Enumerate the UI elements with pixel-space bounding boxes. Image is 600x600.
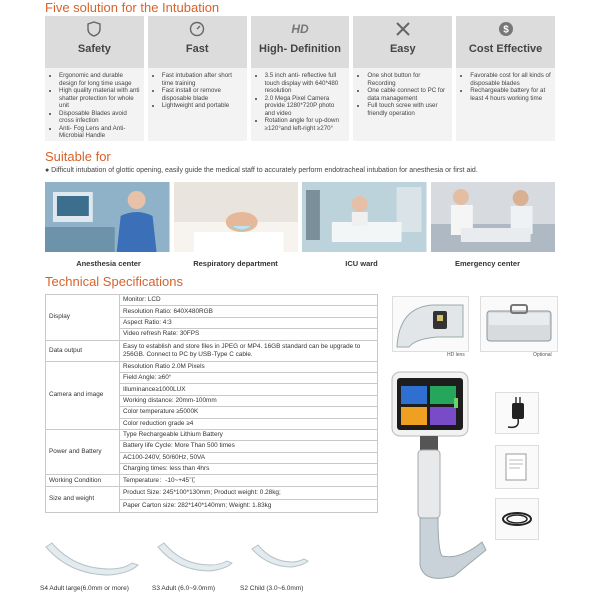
optional-case-label: Optional [533, 352, 552, 358]
card-item: • Disposable Blades avoid cross infection [59, 110, 140, 125]
table-row [46, 486, 378, 499]
table-row [46, 429, 378, 440]
suitable-description: ● Difficult intubation of glottic opening, easily guide the medical staff to accurately perform endotracheal intubation for anesthesia or first aid. [45, 167, 478, 174]
charger-image [495, 392, 539, 434]
spec-value: Resolution Ratio: 640X480RGB [120, 306, 378, 317]
feature-card-easy [353, 16, 452, 141]
spec-value: Temperature：-10~+45℃ [120, 475, 378, 486]
spec-table [45, 294, 378, 513]
manual-image [495, 445, 539, 489]
photo-caption: Respiratory department [193, 259, 278, 268]
tools-icon [394, 20, 412, 38]
section-title-tech-specs: Technical Specifications [45, 274, 184, 289]
photo-emergency-center [431, 182, 556, 252]
table-row [46, 340, 378, 361]
spec-category: Display [46, 295, 120, 341]
photo-respiratory-department [174, 182, 299, 252]
card-title: Fast [185, 43, 209, 55]
feature-card-fast [148, 16, 247, 141]
spec-value: Charging times: less than 4hrs [120, 464, 378, 475]
spec-value: Field Angle: ≥60° [120, 372, 378, 383]
table-row [46, 361, 378, 372]
spec-category: Data output [46, 340, 120, 361]
card-item: • One shot button for Recording [367, 72, 448, 87]
photo-caption: Emergency center [454, 259, 521, 268]
svg-text:$: $ [502, 24, 509, 36]
spec-value: Illuminance≥1000LUX [120, 384, 378, 395]
spec-category: Power and Battery [46, 429, 120, 475]
spec-value: Resolution Ratio 2.0M Pixels [120, 361, 378, 372]
feature-card-safety [45, 16, 144, 141]
photo-caption: Anesthesia center [76, 259, 141, 268]
card-title: High- Definition [259, 43, 341, 55]
card-item: • Ergonomic and durable design for long time usage [59, 72, 140, 87]
spec-category: Size and weight [46, 486, 120, 512]
card-item: • 2.0 Mega Pixel Camera provide 1280*720P photo and video [265, 95, 346, 118]
table-row [46, 475, 378, 486]
blade-caption: S2 Child (3.0~6.0mm) [240, 585, 304, 592]
card-title: Safety [77, 43, 111, 55]
section-title-five-solution: Five solution for the Intubation [45, 0, 220, 15]
spec-value: Monitor: LCD [120, 295, 378, 306]
photo-anesthesia-center [45, 182, 170, 252]
table-row [46, 295, 378, 306]
spec-value: Product Size: 245*100*130mm; Product weight: 0.28kg; [120, 486, 378, 499]
spec-value: Video refresh Rate: 30FPS [120, 329, 378, 340]
card-title: Cost Effective [468, 43, 543, 55]
shield-icon [85, 20, 103, 38]
card-item: • One cable connect to PC for data management [367, 87, 448, 102]
dollar-icon [497, 20, 515, 38]
spec-value: Working distance: 20mm-100mm [120, 395, 378, 406]
card-item: • Favorable cost for all kinds of disposable blades [470, 72, 551, 87]
spec-category: Working Condition [46, 475, 120, 486]
photo-strip [45, 182, 555, 252]
spec-value: Easy to establish and store files in JPEG or MP4. 16GB standard can be upgrade to 256GB. Connect to PC by USB-Type C cable. [120, 340, 378, 361]
card-item: • High quality material with anti shatter protection for whole unit [59, 87, 140, 110]
spec-value: Color temperature ≥5000K [120, 407, 378, 418]
spec-value: AC100-240V, 50/60Hz, 50VA [120, 452, 378, 463]
feature-cards [45, 16, 555, 141]
card-item: • Fast intubation after short time training [162, 72, 243, 87]
speedometer-icon [188, 20, 206, 38]
feature-card-hd [251, 16, 350, 141]
blade-caption: S4 Adult large(6.0mm or more) [40, 585, 129, 592]
usb-cable-image [495, 498, 539, 540]
card-item: • Lightweight and portable [162, 102, 243, 110]
card-item: • Rotation angle for up-down ≥120°and left-right ≥270° [265, 117, 346, 132]
card-title: Easy [389, 43, 416, 55]
spec-value: Aspect Ratio: 4:3 [120, 317, 378, 328]
section-title-suitable: Suitable for [45, 149, 111, 164]
card-item: • Anti- Fog Lens and Anti-Microbial Handle [59, 125, 140, 140]
blade-sizes [40, 535, 380, 585]
feature-card-cost [456, 16, 555, 141]
spec-value: Type Rechargeable Lithium Battery [120, 429, 378, 440]
hd-icon: HD [291, 22, 309, 36]
card-item: • 3.5 inch anti- reflective full touch display with 640*480 resolution [265, 72, 346, 95]
card-item: • Full touch scree with user friendly operation [367, 102, 448, 117]
spec-category: Camera and image [46, 361, 120, 429]
spec-value: Paper Carton size: 282*140*140mm; Weight: 1.83kg [120, 499, 378, 512]
hd-lens-image [392, 296, 469, 352]
hd-lens-label: HD lens [447, 352, 465, 358]
laryngoscope-device-image [390, 370, 490, 592]
photo-icu-ward [302, 182, 427, 252]
photo-caption: ICU ward [345, 259, 378, 268]
spec-value: Battery life Cycle: More Than 500 times [120, 441, 378, 452]
spec-value: Color reduction grade ≥4 [120, 418, 378, 429]
card-item: • Rechargeable battery for at least 4 hours working time [470, 87, 551, 102]
card-item: • Fast install or remove disposable blade [162, 87, 243, 102]
optional-case-image [480, 296, 558, 352]
blade-caption: S3 Adult (6.0~9.0mm) [152, 585, 216, 592]
